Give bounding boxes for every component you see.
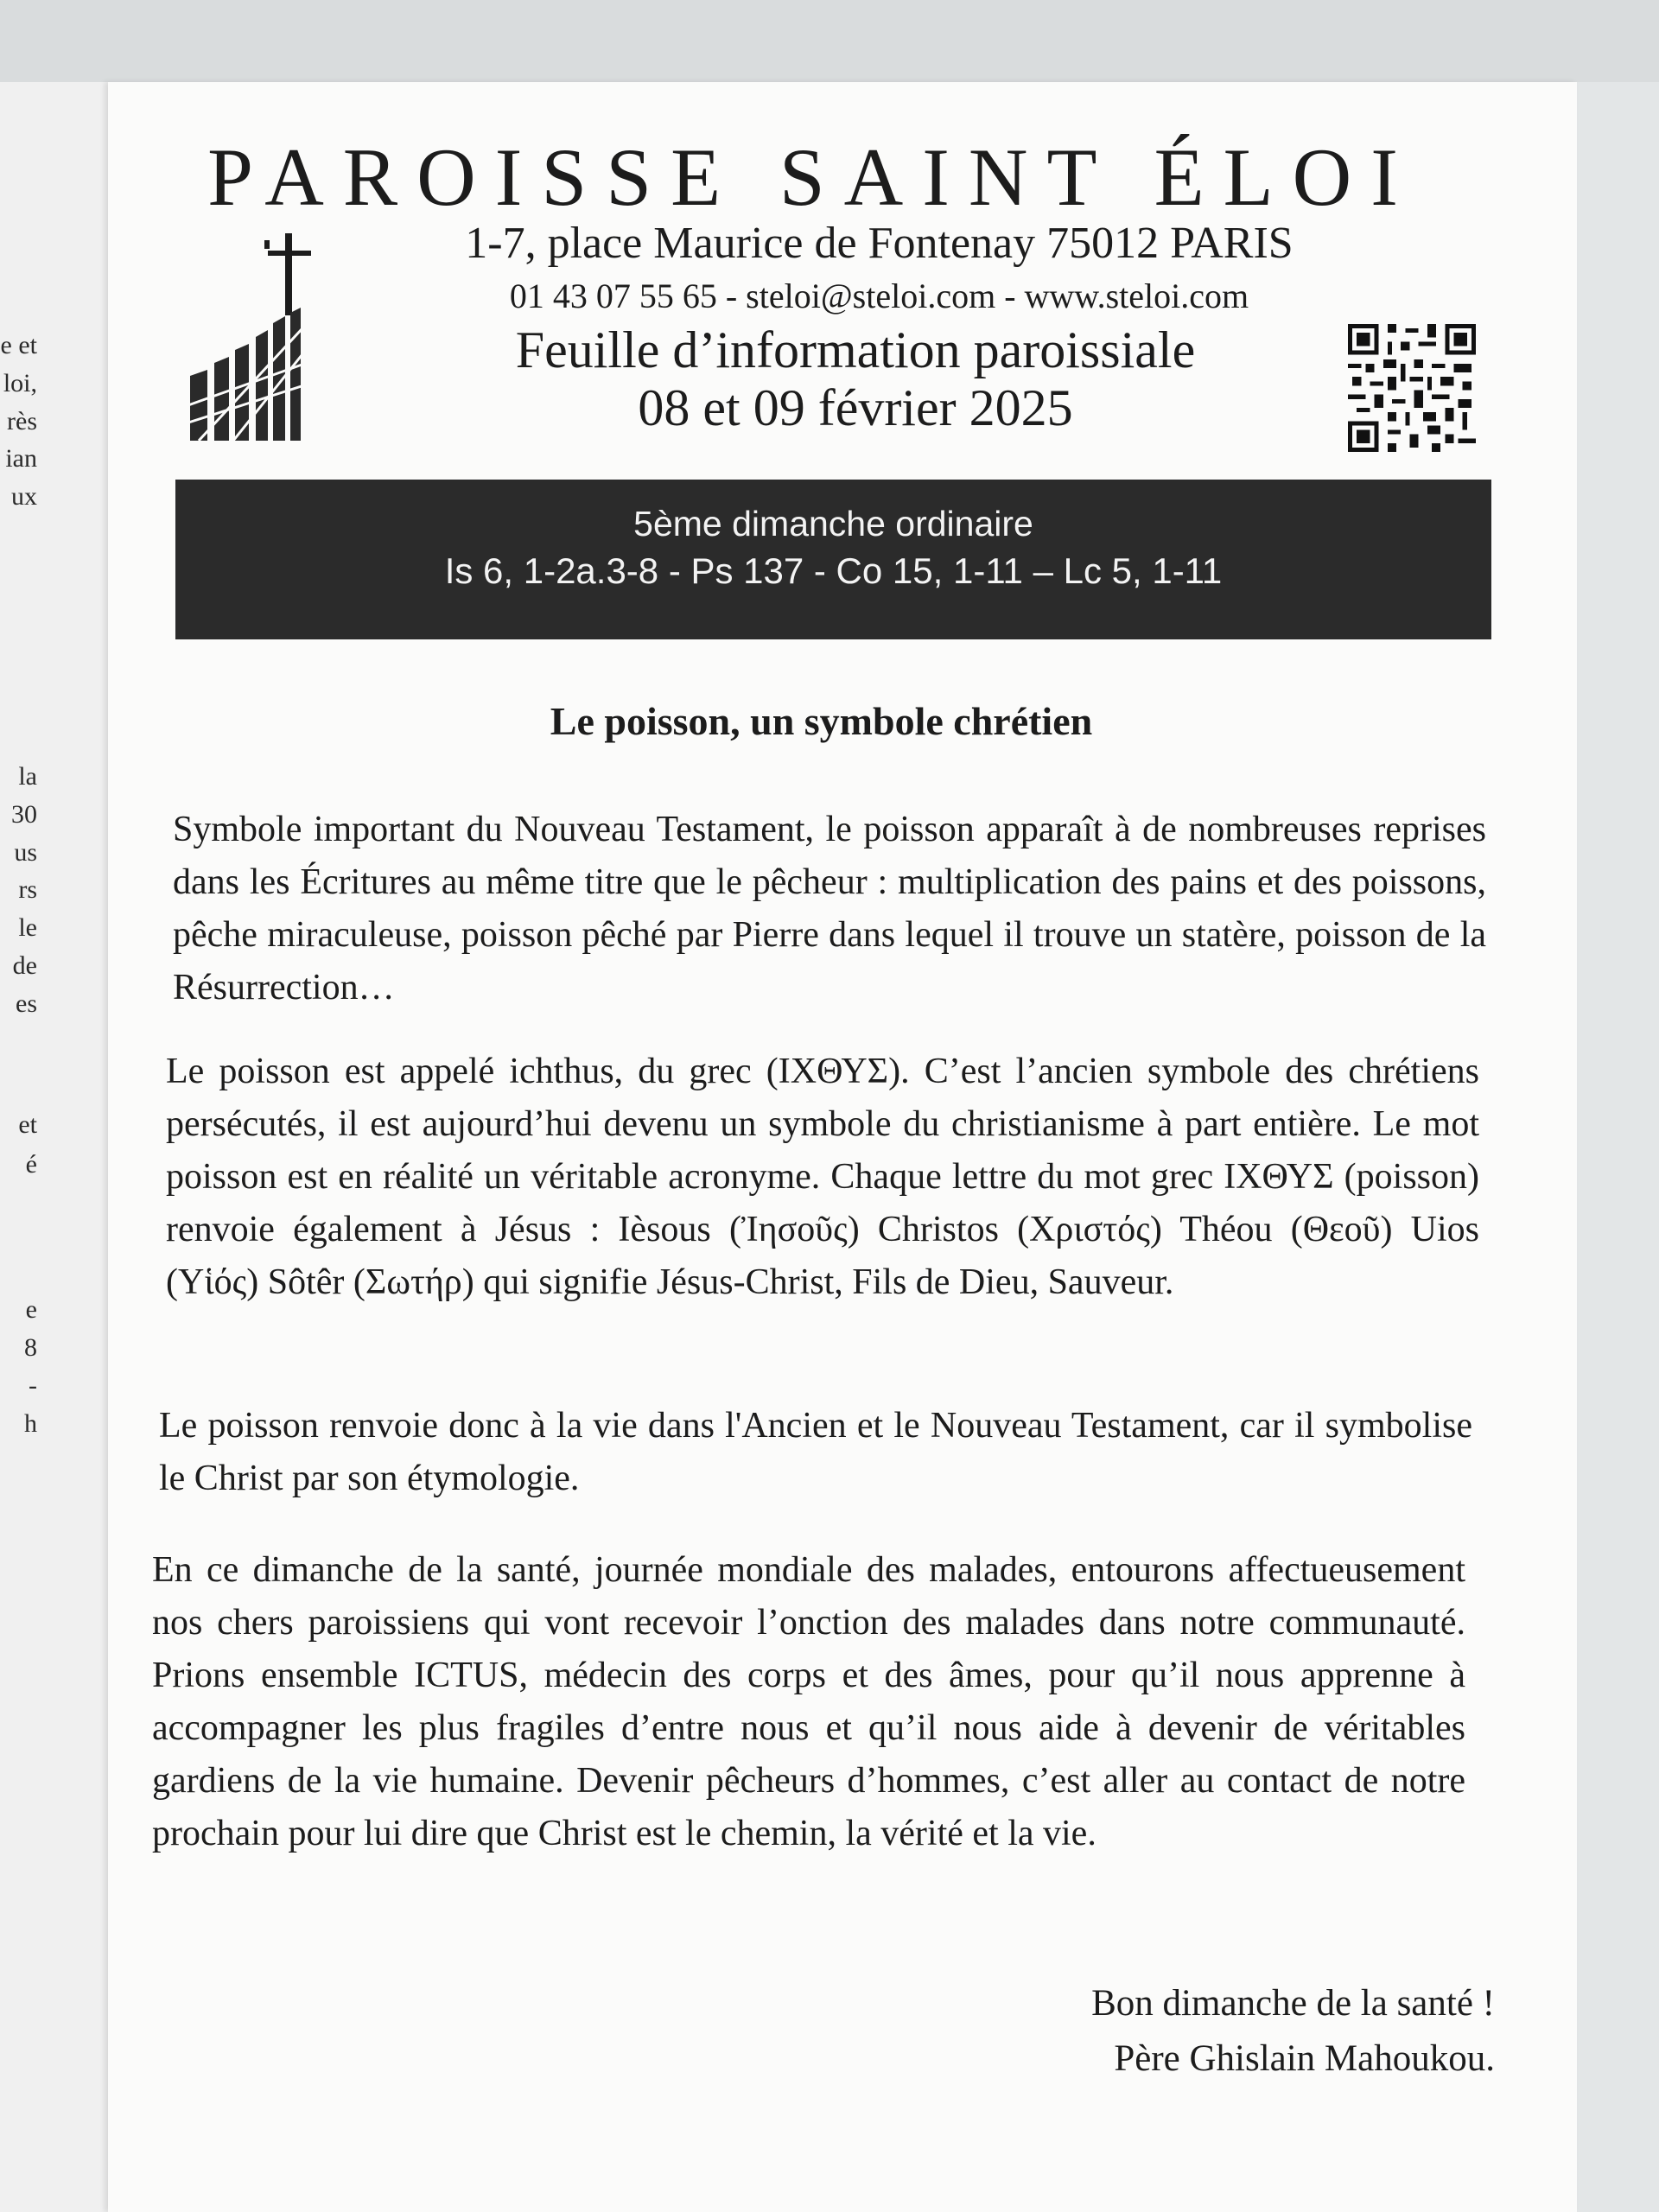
article-paragraph: Symbole important du Nouveau Testament, le poisson apparaît à de nombreuses reprises dans les Écritures au même titre que le pêcheur : multiplication des pains et des poissons, pêche miraculeuse, poisson pêché par Pierre dans lequel il trouve un statère, poisson de la Résurrection…	[173, 810, 1486, 1007]
prev-text: la	[18, 762, 37, 791]
prev-text: es	[16, 989, 37, 1018]
previous-page-edge	[0, 82, 108, 2212]
liturgy-sunday: 5ème dimanche ordinaire	[633, 504, 1033, 543]
background-edge	[1577, 82, 1659, 2212]
article-paragraph: En ce dimanche de la santé, journée mondiale des malades, entourons affectueusement nos chers paroissiens qui vont recevoir l’onction des malades dans notre communauté. Prions ensemble ICTUS, médecin des corps et des âmes, pour qu’il nous apprenne à accompagner les plus fragiles d’entre nous et qu’il nous aide à devenir de véritables gardiens de la vie humaine. Devenir pêcheurs d’hommes, c’est aller au contact de notre prochain pour lui dire que Christ est le chemin, la vérité et la vie.	[152, 1550, 1465, 1853]
parish-address: 1-7, place Maurice de Fontenay 75012 PARIS	[465, 219, 1294, 268]
parish-title: PAROISSE SAINT ÉLOI	[207, 131, 1417, 223]
article-paragraph: Le poisson renvoie donc à la vie dans l'Ancien et le Nouveau Testament, car il symbolise le Christ par son étymologie.	[159, 1406, 1472, 1498]
prev-text: rès	[7, 407, 37, 435]
prev-text: rs	[18, 875, 37, 904]
prev-text: 30	[11, 800, 37, 829]
prev-text: us	[14, 838, 37, 867]
prev-text: ian	[5, 444, 37, 473]
sheet-date: 08 et 09 février 2025	[638, 379, 1073, 436]
prev-text: -	[29, 1371, 37, 1400]
signature: Père Ghislain Mahoukou.	[1114, 2038, 1495, 2079]
prev-text: de	[12, 951, 37, 980]
liturgy-banner	[175, 480, 1491, 639]
article-paragraph: Le poisson est appelé ichthus, du grec (ΙΧΘΥΣ). C’est l’ancien symbole des chrétiens persécutés, il est aujourd’hui devenu un symbole du christianisme à part entière. Le mot poisson est en réalité un véritable acronyme. Chaque lettre du mot grec ΙΧΘΥΣ (poisson) renvoie également à Jésus : Ièsous (Ἰησοῦς) Christos (Χριστός) Théou (Θεοῦ) Uios (Υἱός) Sôtêr (Σωτήρ) qui signifie Jésus-Christ, Fils de Dieu, Sauveur.	[166, 1052, 1479, 1302]
closing-greeting: Bon dimanche de la santé !	[1091, 1983, 1495, 2024]
prev-text: et	[18, 1110, 37, 1139]
liturgy-readings: Is 6, 1-2a.3-8 - Ps 137 - Co 15, 1-11 – Lc 5, 1-11	[444, 550, 1223, 591]
prev-text: le	[18, 913, 37, 942]
prev-text: é	[25, 1150, 37, 1179]
prev-text: e et	[0, 331, 37, 359]
prev-text: 8	[24, 1333, 37, 1362]
prev-text: ux	[11, 482, 37, 511]
article-title: Le poisson, un symbole chrétien	[550, 699, 1093, 743]
sheet-title: Feuille d’information paroissiale	[515, 321, 1196, 378]
church-logo-icon	[181, 233, 354, 449]
prev-text: e	[25, 1295, 37, 1324]
qr-code-icon	[1348, 324, 1476, 452]
prev-text: h	[24, 1409, 37, 1438]
prev-text: loi,	[3, 369, 37, 397]
parish-contact: 01 43 07 55 65 - steloi@steloi.com - www.steloi.com	[509, 276, 1249, 315]
